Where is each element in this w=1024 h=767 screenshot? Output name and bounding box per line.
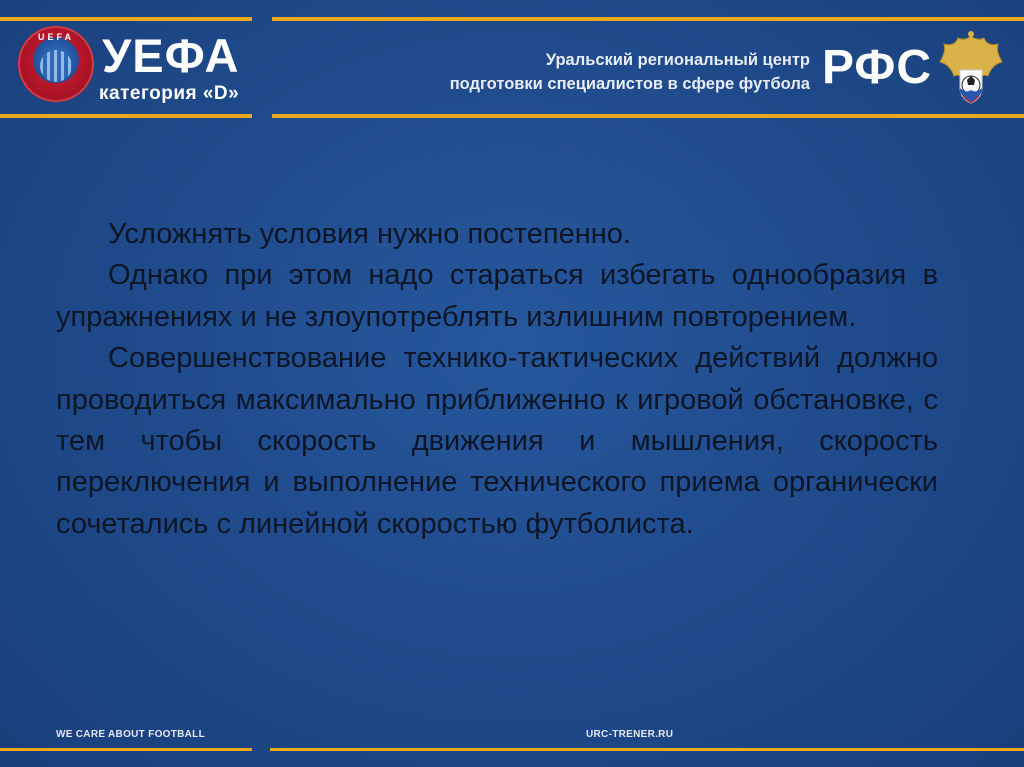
slide-header bbox=[0, 0, 1024, 130]
rfs-title: РФС bbox=[822, 41, 933, 94]
header-top-bar-left bbox=[0, 17, 252, 21]
slide-body-text bbox=[56, 214, 938, 545]
header-bottom-bar-left bbox=[0, 114, 252, 118]
footer-slogan: WE CARE ABOUT FOOTBALL bbox=[56, 729, 205, 740]
globe-icon bbox=[40, 50, 72, 82]
uefa-logo-ring-text: UEFA bbox=[37, 32, 74, 42]
center-title bbox=[380, 48, 810, 96]
paragraph-3: Совершенствование технико-тактических действий должно проводиться максимально приближенно к игровой обстановке, с тем чтобы скорость движения и мышления, скорость переключения и выполнение технического приема органически сочетались с линейной скоростью футболиста. bbox=[56, 342, 938, 540]
footer-bar-right bbox=[270, 748, 1024, 751]
paragraph-2: Однако при этом надо стараться избегать однообразия в упражнениях и не злоупотреблять излишним повторением. bbox=[56, 259, 938, 333]
footer-bar-left bbox=[0, 748, 252, 751]
paragraph-1: Усложнять условия нужно постепенно. bbox=[108, 218, 631, 250]
center-title-line1: Уральский региональный центр bbox=[545, 51, 810, 69]
uefa-subtitle: категория «D» bbox=[99, 83, 240, 104]
header-bottom-bar-right bbox=[272, 114, 1024, 118]
double-eagle-emblem-icon bbox=[938, 30, 1004, 108]
uefa-logo-icon bbox=[18, 26, 94, 102]
footer-site: URC-TRENER.RU bbox=[586, 729, 674, 740]
center-title-line2: подготовки специалистов в сфере футбола bbox=[449, 75, 810, 93]
header-top-bar-right bbox=[272, 17, 1024, 21]
uefa-title: УЕФА bbox=[102, 29, 240, 82]
